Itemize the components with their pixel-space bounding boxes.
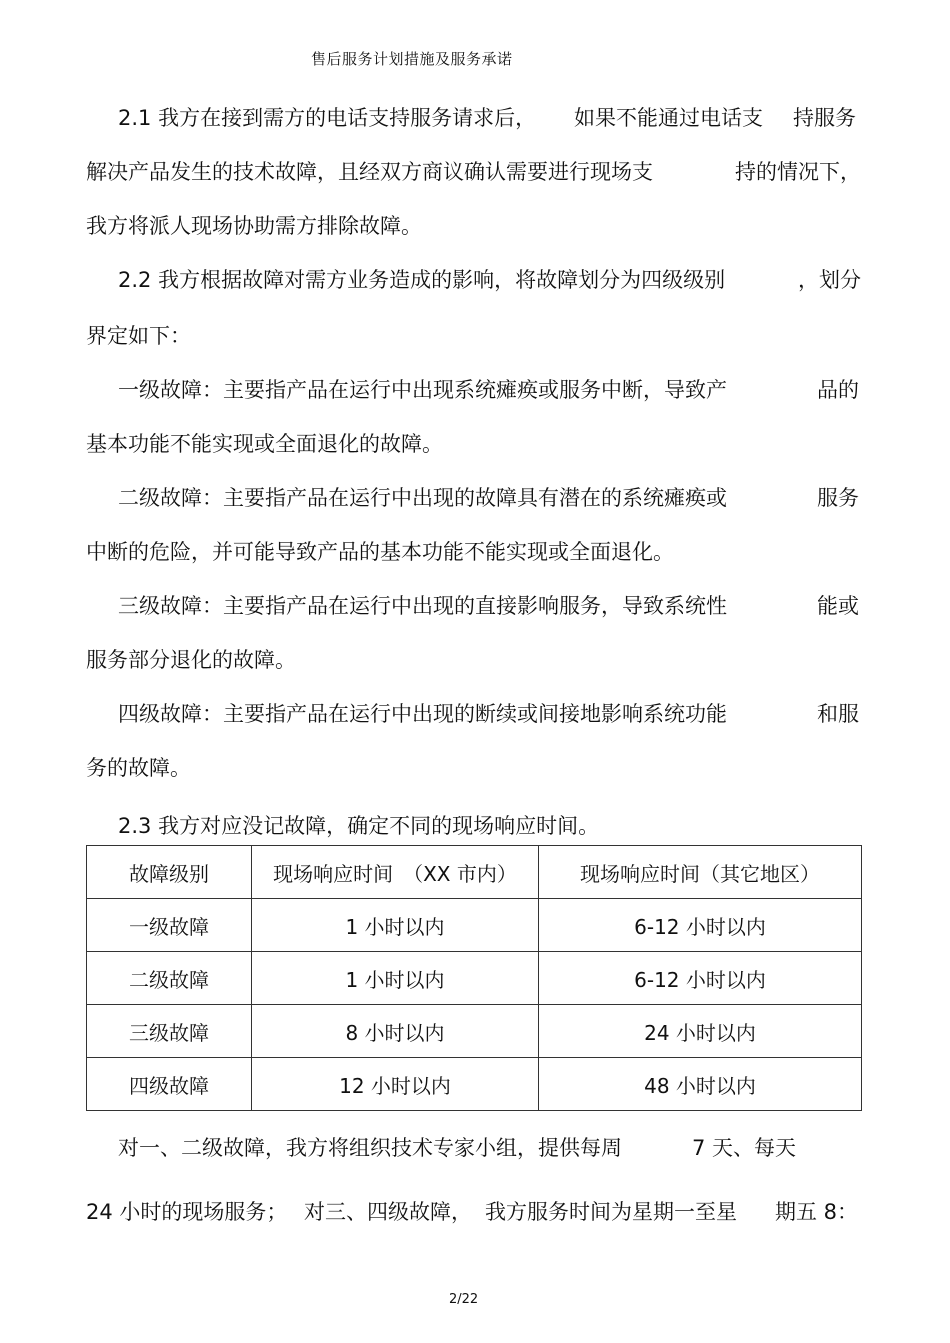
- table-row: [87, 1005, 862, 1058]
- after-line2-part1: 24 小时的现场服务；: [86, 1200, 288, 1224]
- after-line1-part2: 7 天、每天: [692, 1136, 797, 1160]
- p21-line2-part1: 解决产品发生的技术故障，且经双方商议确认需要进行现场支: [86, 160, 653, 184]
- table-cell: 1 小时以内: [252, 899, 539, 952]
- table-header-row: [87, 846, 862, 899]
- table-cell: 6-12 小时以内: [539, 952, 862, 1005]
- p21-line2-part2: 持的情况下，: [735, 160, 861, 184]
- table-header-cell: 现场响应时间 （XX 市内）: [252, 846, 539, 899]
- p22-line1-part2: ，划分: [798, 268, 861, 292]
- p21-line1-part2: 如果不能通过电话支: [574, 106, 763, 130]
- p22-line1-part1: 2.2 我方根据故障对需方业务造成的影响，将故障划分为四级级别: [118, 268, 726, 292]
- table-row: [87, 952, 862, 1005]
- level3-line2: 服务部分退化的故障。: [86, 648, 296, 672]
- page-header-title: 售后服务计划措施及服务承诺: [311, 50, 513, 68]
- table-cell: 48 小时以内: [539, 1058, 862, 1111]
- p21-line1-part3: 持服务: [793, 106, 856, 130]
- table-cell: 三级故障: [87, 1005, 252, 1058]
- level2-line1-part2: 服务: [817, 486, 859, 510]
- table-header-cell: 故障级别: [87, 846, 252, 899]
- table-cell: 6-12 小时以内: [539, 899, 862, 952]
- table-cell: 一级故障: [87, 899, 252, 952]
- table-cell: 1 小时以内: [252, 952, 539, 1005]
- table-row: [87, 899, 862, 952]
- level2-line2: 中断的危险，并可能导致产品的基本功能不能实现或全面退化。: [86, 540, 674, 564]
- after-line1-part1: 对一、二级故障，我方将组织技术专家小组，提供每周: [118, 1136, 622, 1160]
- p21-line3: 我方将派人现场协助需方排除故障。: [86, 214, 422, 238]
- after-line2-part3: 我方服务时间为星期一至星: [485, 1200, 737, 1224]
- after-line2-part4: 期五 8：: [775, 1200, 859, 1224]
- table-cell: 二级故障: [87, 952, 252, 1005]
- p21-line1-part1: 2.1 我方在接到需方的电话支持服务请求后，: [118, 106, 537, 130]
- p23-line1: 2.3 我方对应没记故障，确定不同的现场响应时间。: [118, 814, 600, 838]
- level1-line1-part2: 品的: [817, 378, 859, 402]
- table-cell: 12 小时以内: [252, 1058, 539, 1111]
- response-time-table: [86, 845, 862, 1111]
- level1-line2: 基本功能不能实现或全面退化的故障。: [86, 432, 443, 456]
- table-header-cell: 现场响应时间（其它地区）: [539, 846, 862, 899]
- table-cell: 24 小时以内: [539, 1005, 862, 1058]
- level4-line1-part2: 和服: [817, 702, 859, 726]
- table-row: [87, 1058, 862, 1111]
- level4-line1-part1: 四级故障：主要指产品在运行中出现的断续或间接地影响系统功能: [118, 702, 727, 726]
- after-line2-part2: 对三、四级故障，: [304, 1200, 472, 1224]
- p22-line2: 界定如下：: [86, 324, 191, 348]
- level1-line1-part1: 一级故障：主要指产品在运行中出现系统瘫痪或服务中断，导致产: [118, 378, 727, 402]
- table-cell: 8 小时以内: [252, 1005, 539, 1058]
- table-cell: 四级故障: [87, 1058, 252, 1111]
- level2-line1-part1: 二级故障：主要指产品在运行中出现的故障具有潜在的系统瘫痪或: [118, 486, 727, 510]
- level4-line2: 务的故障。: [86, 756, 191, 780]
- page-number: 2/22: [449, 1292, 479, 1307]
- level3-line1-part1: 三级故障：主要指产品在运行中出现的直接影响服务，导致系统性: [118, 594, 727, 618]
- level3-line1-part2: 能或: [817, 594, 859, 618]
